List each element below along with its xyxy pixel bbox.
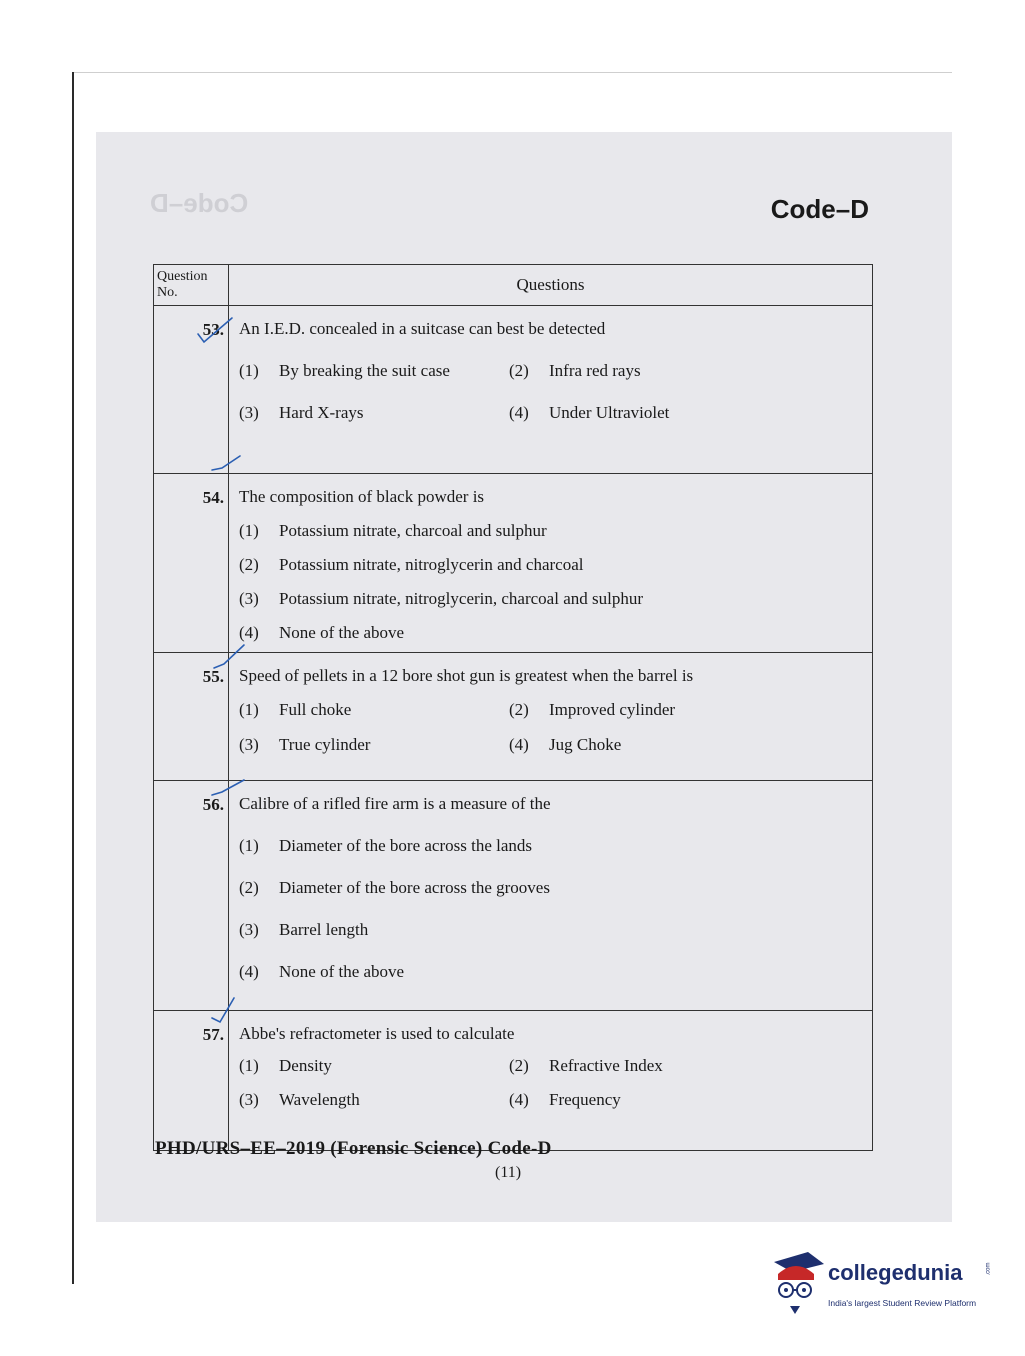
option-2: (2) Improved cylinder xyxy=(509,700,676,719)
option-2: (2) Refractive Index xyxy=(509,1056,663,1075)
scan-top-edge xyxy=(72,72,952,73)
option-1: (1) Density xyxy=(239,1056,332,1075)
option-3: (3) True cylinder xyxy=(239,735,371,754)
question-stem: Speed of pellets in a 12 bore shot gun is greatest when the barrel is xyxy=(239,666,694,685)
options-row xyxy=(239,699,862,721)
brand-tagline: India's largest Student Review Platform xyxy=(828,1298,977,1308)
paper-footer: PHD/URS–EE–2019 (Forensic Science) Code-D xyxy=(155,1138,552,1159)
code-label: Code–D xyxy=(770,194,869,224)
option-2: (2) Potassium nitrate, nitroglycerin and charcoal xyxy=(239,555,584,574)
options-row xyxy=(239,1089,862,1111)
question-number: 53. xyxy=(154,306,229,474)
option-3: (3) Potassium nitrate, nitroglycerin, charcoal and sulphur xyxy=(239,589,643,608)
option-4: (4) Jug Choke xyxy=(509,735,622,754)
brand-name: collegedunia xyxy=(828,1260,963,1285)
options-row xyxy=(239,402,862,424)
bleed-through-code: Code–D xyxy=(150,188,249,218)
question-number: 56. xyxy=(154,781,229,1011)
question-row-57 xyxy=(154,1011,873,1151)
question-body xyxy=(229,306,873,474)
option-1: (1) Diameter of the bore across the lands xyxy=(239,836,533,855)
options-row xyxy=(239,734,862,756)
option-4: (4) None of the above xyxy=(239,623,405,642)
option-1: (1) By breaking the suit case xyxy=(239,361,450,380)
question-number: 57. xyxy=(154,1011,229,1151)
question-stem: Calibre of a rifled fire arm is a measure of the xyxy=(239,794,551,813)
question-row-54 xyxy=(154,474,873,653)
option-1: (1) Potassium nitrate, charcoal and sulphur xyxy=(239,521,547,540)
question-stem: Abbe's refractometer is used to calculate xyxy=(239,1024,515,1043)
brand-suffix: .com xyxy=(985,1262,992,1276)
option-1: (1) Full choke xyxy=(239,700,352,719)
option-2: (2) Diameter of the bore across the grooves xyxy=(239,878,550,897)
question-body xyxy=(229,781,873,1011)
question-row-53 xyxy=(154,306,873,474)
option-3: (3) Wavelength xyxy=(239,1090,360,1109)
option-4: (4) Under Ultraviolet xyxy=(509,403,670,422)
question-row-56 xyxy=(154,781,873,1011)
table-header-row xyxy=(154,265,873,306)
questions-table xyxy=(153,264,873,1151)
options-row xyxy=(239,1055,862,1077)
question-number: 55. xyxy=(154,653,229,781)
mascot-icon xyxy=(768,1250,826,1320)
options-row xyxy=(239,360,862,382)
collegedunia-logo xyxy=(768,1250,993,1320)
scan-left-edge xyxy=(72,72,74,1284)
column-header-question-no: Question No. xyxy=(154,265,229,306)
question-stem: An I.E.D. concealed in a suitcase can best be detected xyxy=(239,319,606,338)
option-4: (4) None of the above xyxy=(239,962,405,981)
option-3: (3) Hard X-rays xyxy=(239,403,364,422)
question-body xyxy=(229,653,873,781)
option-4: (4) Frequency xyxy=(509,1090,621,1109)
question-number: 54. xyxy=(154,474,229,653)
question-row-55 xyxy=(154,653,873,781)
question-stem: The composition of black powder is xyxy=(239,487,485,506)
page-number: (11) xyxy=(495,1164,522,1181)
option-2: (2) Infra red rays xyxy=(509,361,641,380)
column-header-questions: Questions xyxy=(229,265,873,306)
option-3: (3) Barrel length xyxy=(239,920,369,939)
question-body xyxy=(229,474,873,653)
question-body xyxy=(229,1011,873,1151)
